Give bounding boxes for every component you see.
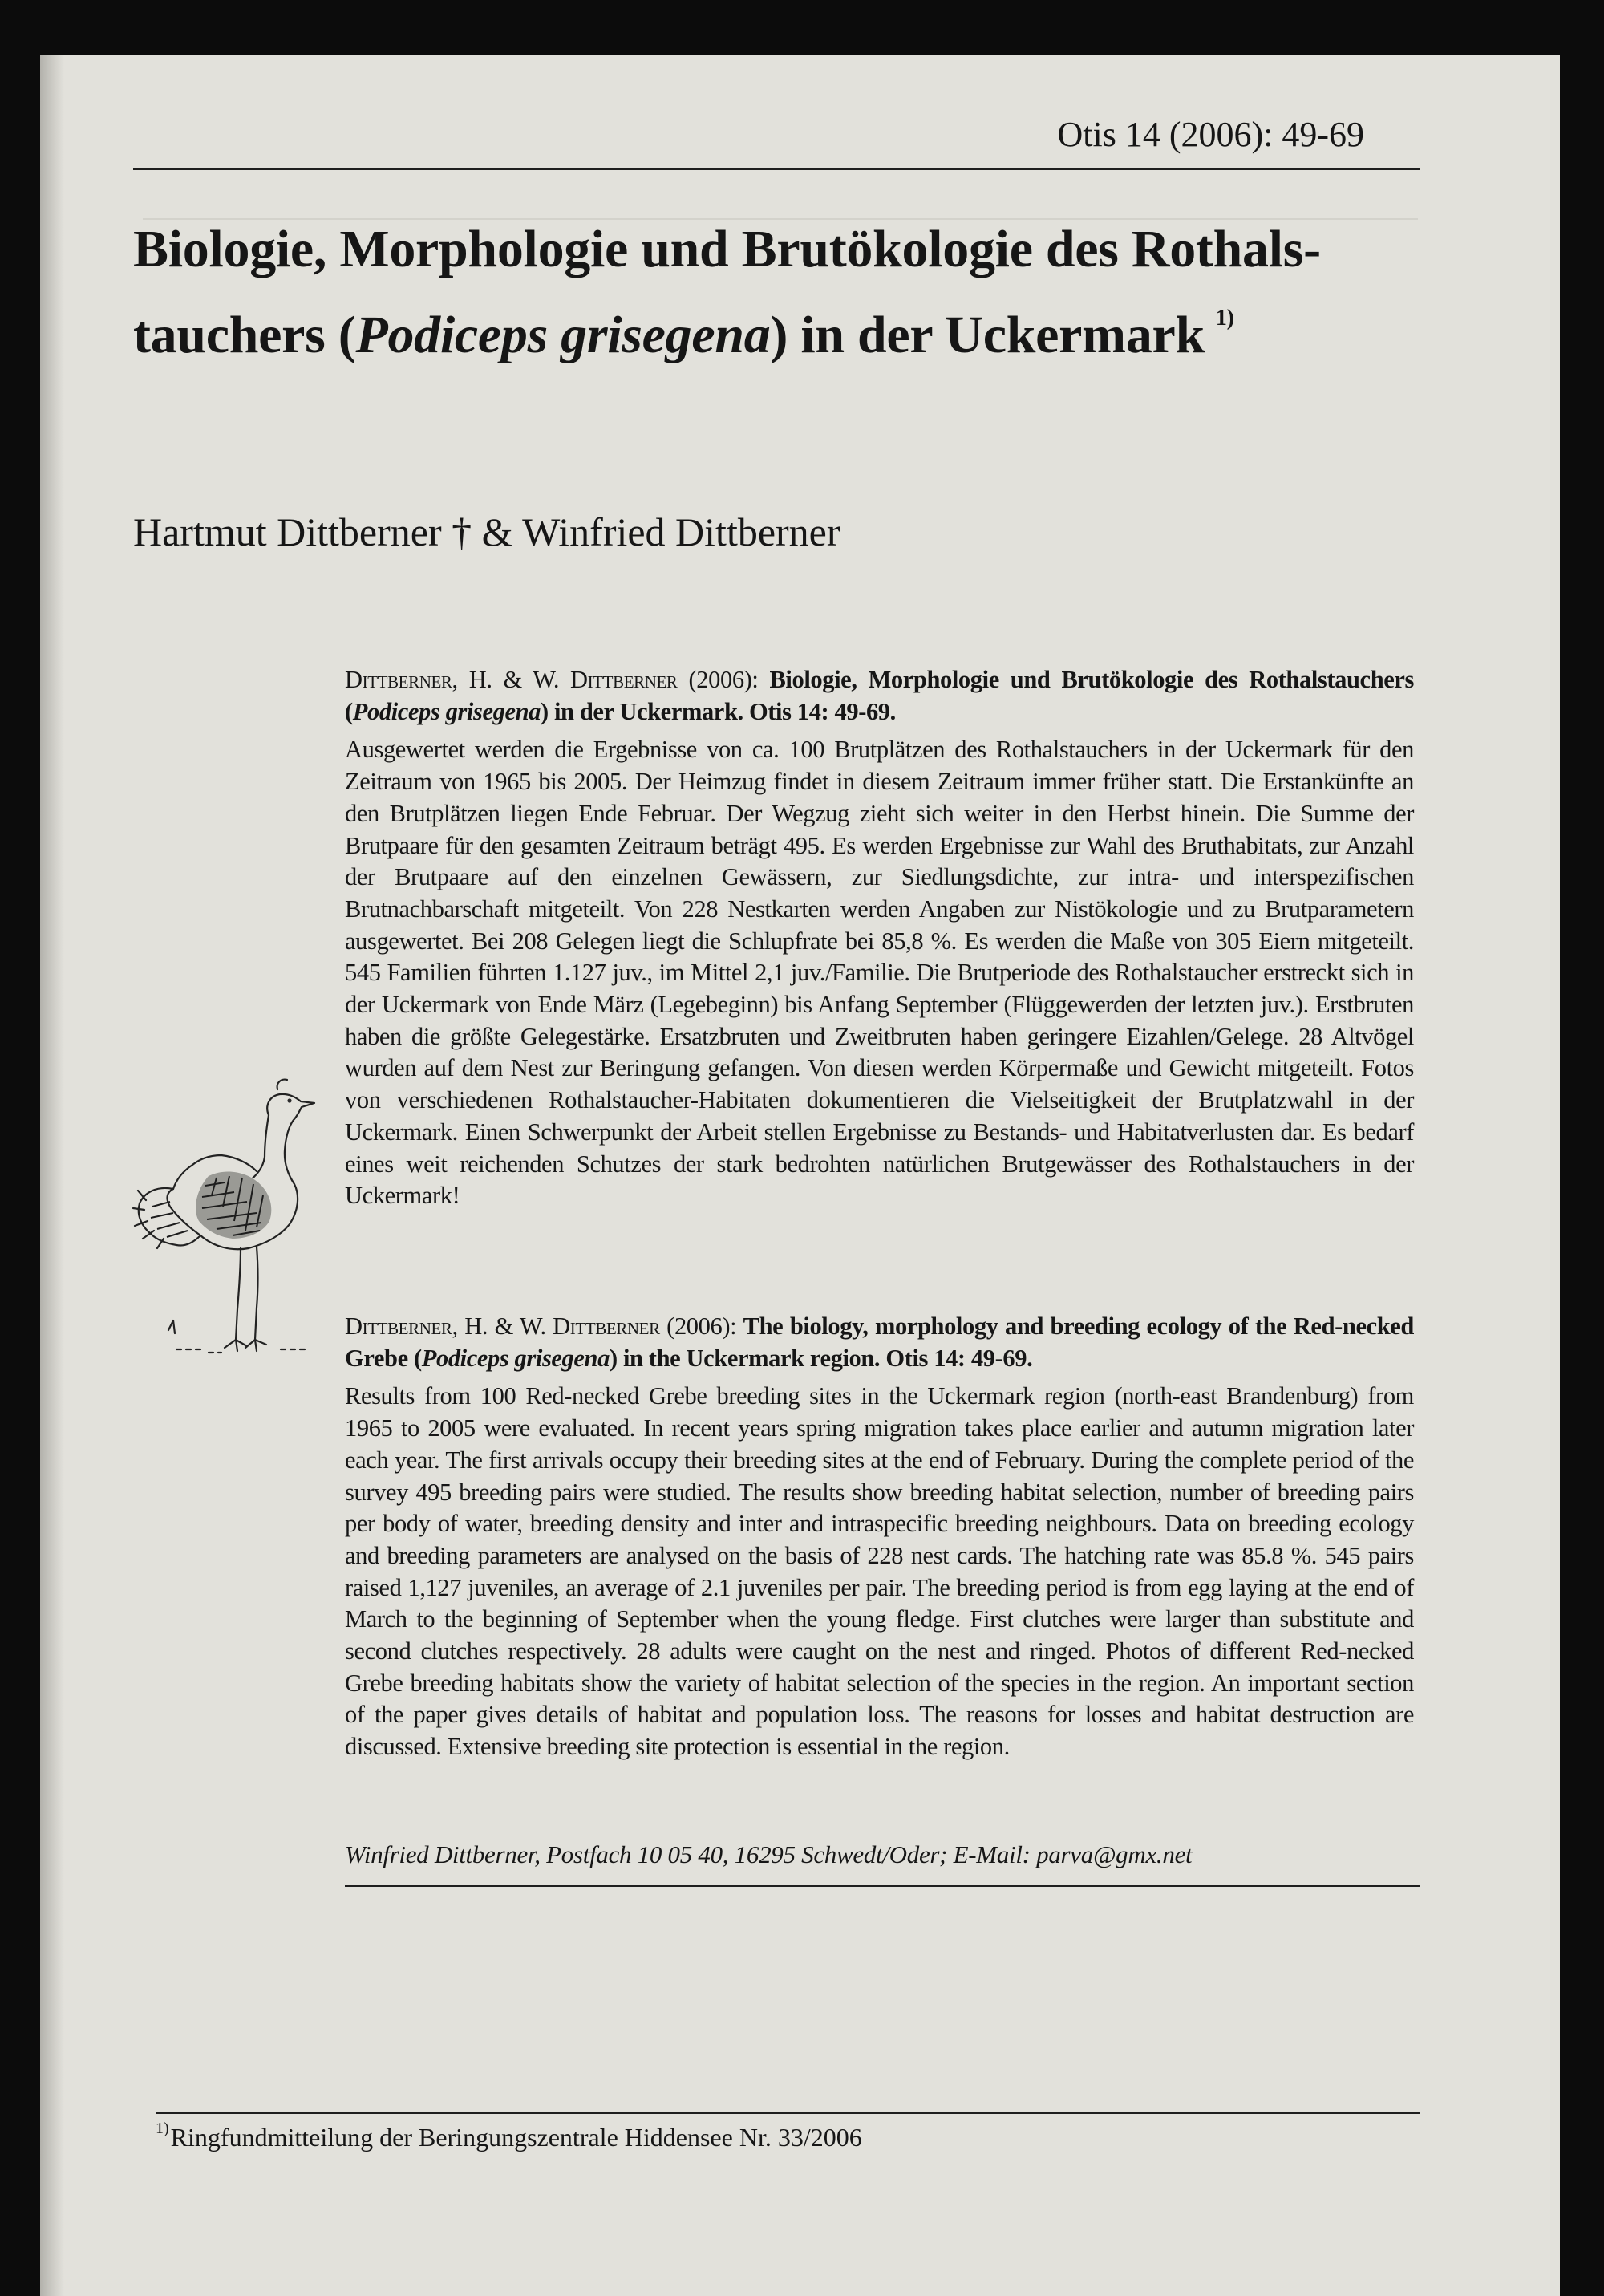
footnote-rule	[156, 2112, 1420, 2114]
author-contact: Winfried Dittberner, Postfach 10 05 40, 16295 Schwedt/Oder; E-Mail: parva@gmx.net	[345, 1840, 1193, 1868]
english-citation-year: (2006):	[659, 1312, 743, 1340]
journal-page	[40, 55, 1560, 2296]
english-citation-authors: Dittberner, H. & W. Dittberner	[345, 1312, 660, 1340]
footnote-text: Ringfundmitteilung der Beringungszentrale Hiddensee Nr. 33/2006	[170, 2123, 862, 2152]
journal-reference: Otis 14 (2006): 49-69	[1057, 115, 1364, 154]
german-citation-authors: Dittberner, H. & W. Dittberner	[345, 666, 678, 693]
article-title	[133, 215, 1416, 370]
german-citation	[345, 664, 1414, 728]
title-line-2-end: ) in der Uckermark	[770, 306, 1205, 364]
footnote	[156, 2120, 862, 2152]
english-citation	[345, 1311, 1414, 1374]
header-rule	[133, 168, 1420, 170]
page-gutter-shadow	[40, 55, 64, 2296]
english-citation-title: The biology, morphology and breeding ecology of the Red-necked Grebe (Podiceps grisegena) in the Uckermark region. Otis 14: 49-69.	[345, 1312, 1414, 1372]
title-species-name: Podiceps grisegena	[355, 306, 771, 364]
english-abstract-body: Results from 100 Red-necked Grebe breeding sites in the Uckermark region (north-east Brandenburg) from 1965 to 2005 were evaluated. In recent years spring migration takes place earlier and autumn migration later each year. The first arrivals occupy their breeding sites at the end of February. During the complete period of the survey 495 breeding pairs were studied. The results show breeding habitat selection, number of breeding pairs per body of water, breeding density and inter and intraspecific breeding neighbours. Data on breeding ecology and breeding parameters are analysed on the basis of 228 nest cards. The hatching rate was 85.8 %. 545 pairs raised 1,127 juveniles, an average of 2.1 juveniles per pair. The breeding period is from egg laying at the end of March to the beginning of September when the young fledge. First clutches were larger than substitute and second clutches respectively. 28 adults were caught on the nest and ringed. Photos of different Red-necked Grebe breeding habitats show the variety of habitat selection of the species in the region. An important section of the paper gives details of habitat and population loss. The reasons for losses and habitat destruction are discussed. Extensive breeding site protection is essential in the region.	[345, 1382, 1414, 1761]
german-citation-species: Podiceps grisegena	[352, 697, 541, 725]
title-line-1: Biologie, Morphologie und Brutökologie des Rothals-	[133, 220, 1321, 278]
authors-line: Hartmut Dittberner † & Winfried Dittberner	[133, 509, 840, 554]
german-abstract-body: Ausgewertet werden die Ergebnisse von ca. 100 Brutplätzen des Rothalstauchers in der Uckermark für den Zeitraum von 1965 bis 2005. Der Heimzug findet in diesem Zeitraum immer früher statt. Die Erstankünfte an den Brutplätzen liegen Ende Februar. Der Wegzug zieht sich weiter in den Herbst hinein. Die Summe der Brutpaare für den gesamten Zeitraum beträgt 495. Es werden Ergebnisse zur Wahl des Bruthabitats, zur Anzahl der Brutpaare auf den einzelnen Gewässern, zur Siedlungsdichte, zur intra- und interspezifischen Brutnachbarschaft mitgeteilt. Von 228 Nestkarten werden Angaben zur Nistökologie und zu Brutparametern ausgewertet. Bei 208 Gelegen liegt die Schlupfrate bei 85,8 %. Es werden die Maße von 305 Eiern mitgeteilt. 545 Familien führten 1.127 juv., im Mittel 2,1 juv./Familie. Die Brutperiode des Rothalstaucher erstreckt sich in der Uckermark von Ende März (Legebeginn) bis Anfang September (Flüggewerden der letzten juv.). Erstbruten haben die größte Gelegestärke. Ersatzbruten und Zweitbruten haben geringere Eizahlen/Gelege. 28 Altvögel wurden auf dem Nest zur Beringung gefangen. Von diesen werden Körpermaße und Gewicht mitgeteilt. Fotos von verschiedenen Rothalstaucher-Habitaten dokumentieren die Vielseitigkeit der Brutplatzwahl in der Uckermark. Einen Schwerpunkt der Arbeit stellen Ergebnisse zu Bestands- und Habitatverlusten dar. Es bedarf eines weit reichenden Schutzes der stark bedrohten natürlichen Brutgewässer des Rothalstauchers in der Uckermark!	[345, 736, 1414, 1210]
german-citation-title: Biologie, Morphologie und Brutökologie des Rothalstauchers (Podiceps grisegena) in der Uckermark. Otis 14: 49-69.	[345, 666, 1414, 725]
bustard-logo-icon	[128, 1065, 338, 1370]
german-citation-year: (2006):	[677, 666, 770, 693]
english-citation-species: Podiceps grisegena	[421, 1344, 610, 1372]
german-abstract	[345, 664, 1414, 1212]
contact-rule	[345, 1885, 1420, 1887]
title-line-2-start: tauchers (	[133, 306, 356, 364]
english-abstract	[345, 1311, 1414, 1763]
footnote-mark: 1)	[156, 2120, 169, 2138]
title-footnote-mark: 1)	[1215, 306, 1234, 331]
